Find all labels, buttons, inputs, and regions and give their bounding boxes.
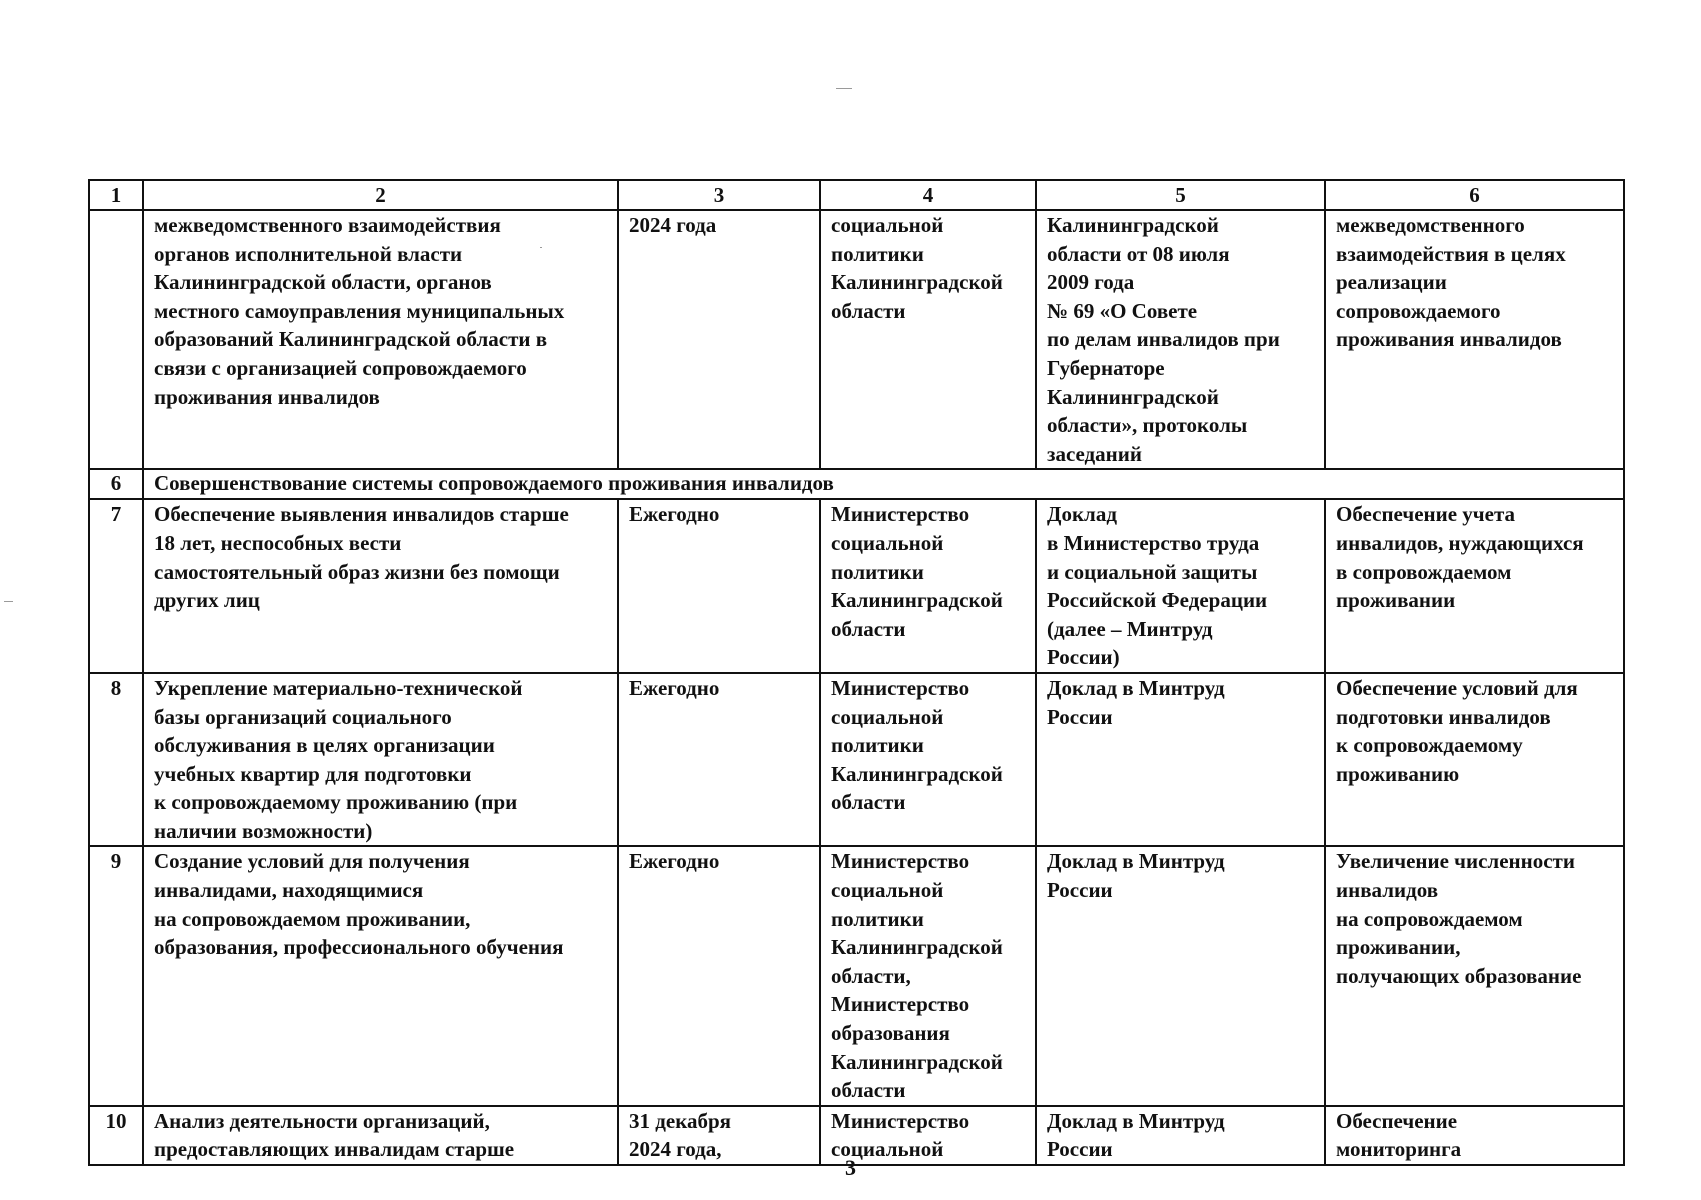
executor-cell: Министерство социальной политики Калининградской области [820,673,1036,847]
header-col-3: 3 [618,180,820,210]
deadline-cell: Ежегодно [618,673,820,847]
outcome-cell: Обеспечение условий для подготовки инвалидов к сопровождаемому проживанию [1325,673,1624,847]
row-number: 8 [89,673,143,847]
row-number: 7 [89,499,143,673]
row-number: 10 [89,1106,143,1165]
result-cell: Доклад в Минтруд России [1036,1106,1325,1165]
row-number: 6 [89,469,143,499]
scan-mark-left [4,601,13,602]
outcome-cell: Увеличение численности инвалидов на сопровождаемом проживании, получающих образование [1325,846,1624,1105]
table-row [89,673,1624,847]
measure-cell: Укрепление материально-технической базы организаций социального обслуживания в целях организации учебных квартир для подготовки к сопровождаемому проживанию (при наличии возможности) [143,673,618,847]
header-col-5: 5 [1036,180,1325,210]
result-cell: Доклад в Минтруд России [1036,846,1325,1105]
measure-cell: межведомственного взаимодействия органов исполнительной власти Калининградской области, органов местного самоуправления муниципальных образований Калининградской области в связи с организацией сопровождаемого проживания инвалидов [143,210,618,469]
deadline-cell: 31 декабря 2024 года, [618,1106,820,1165]
executor-cell: Министерство социальной политики Калининградской области [820,499,1036,673]
outcome-cell: Обеспечение учета инвалидов, нуждающихся в сопровождаемом проживании [1325,499,1624,673]
executor-cell: Министерство социальной [820,1106,1036,1165]
executor-cell: социальной политики Калининградской области [820,210,1036,469]
header-col-1: 1 [89,180,143,210]
deadline-cell: 2024 года [618,210,820,469]
measure-cell: Анализ деятельности организаций, предоставляющих инвалидам старше [143,1106,618,1165]
table-row [89,499,1624,673]
header-col-2: 2 [143,180,618,210]
plan-table [88,179,1625,1166]
deadline-cell: Ежегодно [618,846,820,1105]
row-number [89,210,143,469]
table-row [89,846,1624,1105]
table-row [89,210,1624,469]
executor-cell: Министерство социальной политики Калининградской области, Министерство образования Калининградской области [820,846,1036,1105]
result-cell: Доклад в Министерство труда и социальной защиты Российской Федерации (далее – Минтруд России) [1036,499,1325,673]
deadline-cell: Ежегодно [618,499,820,673]
section-title: Совершенствование системы сопровождаемого проживания инвалидов [143,469,1624,499]
scan-mark-top [836,88,852,89]
measure-cell: Обеспечение выявления инвалидов старше 18 лет, неспособных вести самостоятельный образ жизни без помощи других лиц [143,499,618,673]
result-cell: Доклад в Минтруд России [1036,673,1325,847]
result-cell: Калининградской области от 08 июля 2009 года № 69 «О Совете по делам инвалидов при Губернаторе Калининградской области», протоколы заседаний [1036,210,1325,469]
outcome-cell: Обеспечение мониторинга [1325,1106,1624,1165]
header-col-4: 4 [820,180,1036,210]
row-number: 9 [89,846,143,1105]
header-col-6: 6 [1325,180,1624,210]
table-header-row [89,180,1624,210]
outcome-cell: межведомственного взаимодействия в целях реализации сопровождаемого проживания инвалидов [1325,210,1624,469]
page-number: 3 [845,1155,856,1180]
section-row [89,469,1624,499]
measure-cell: Создание условий для получения инвалидами, находящимися на сопровождаемом проживании, образования, профессионального обучения [143,846,618,1105]
